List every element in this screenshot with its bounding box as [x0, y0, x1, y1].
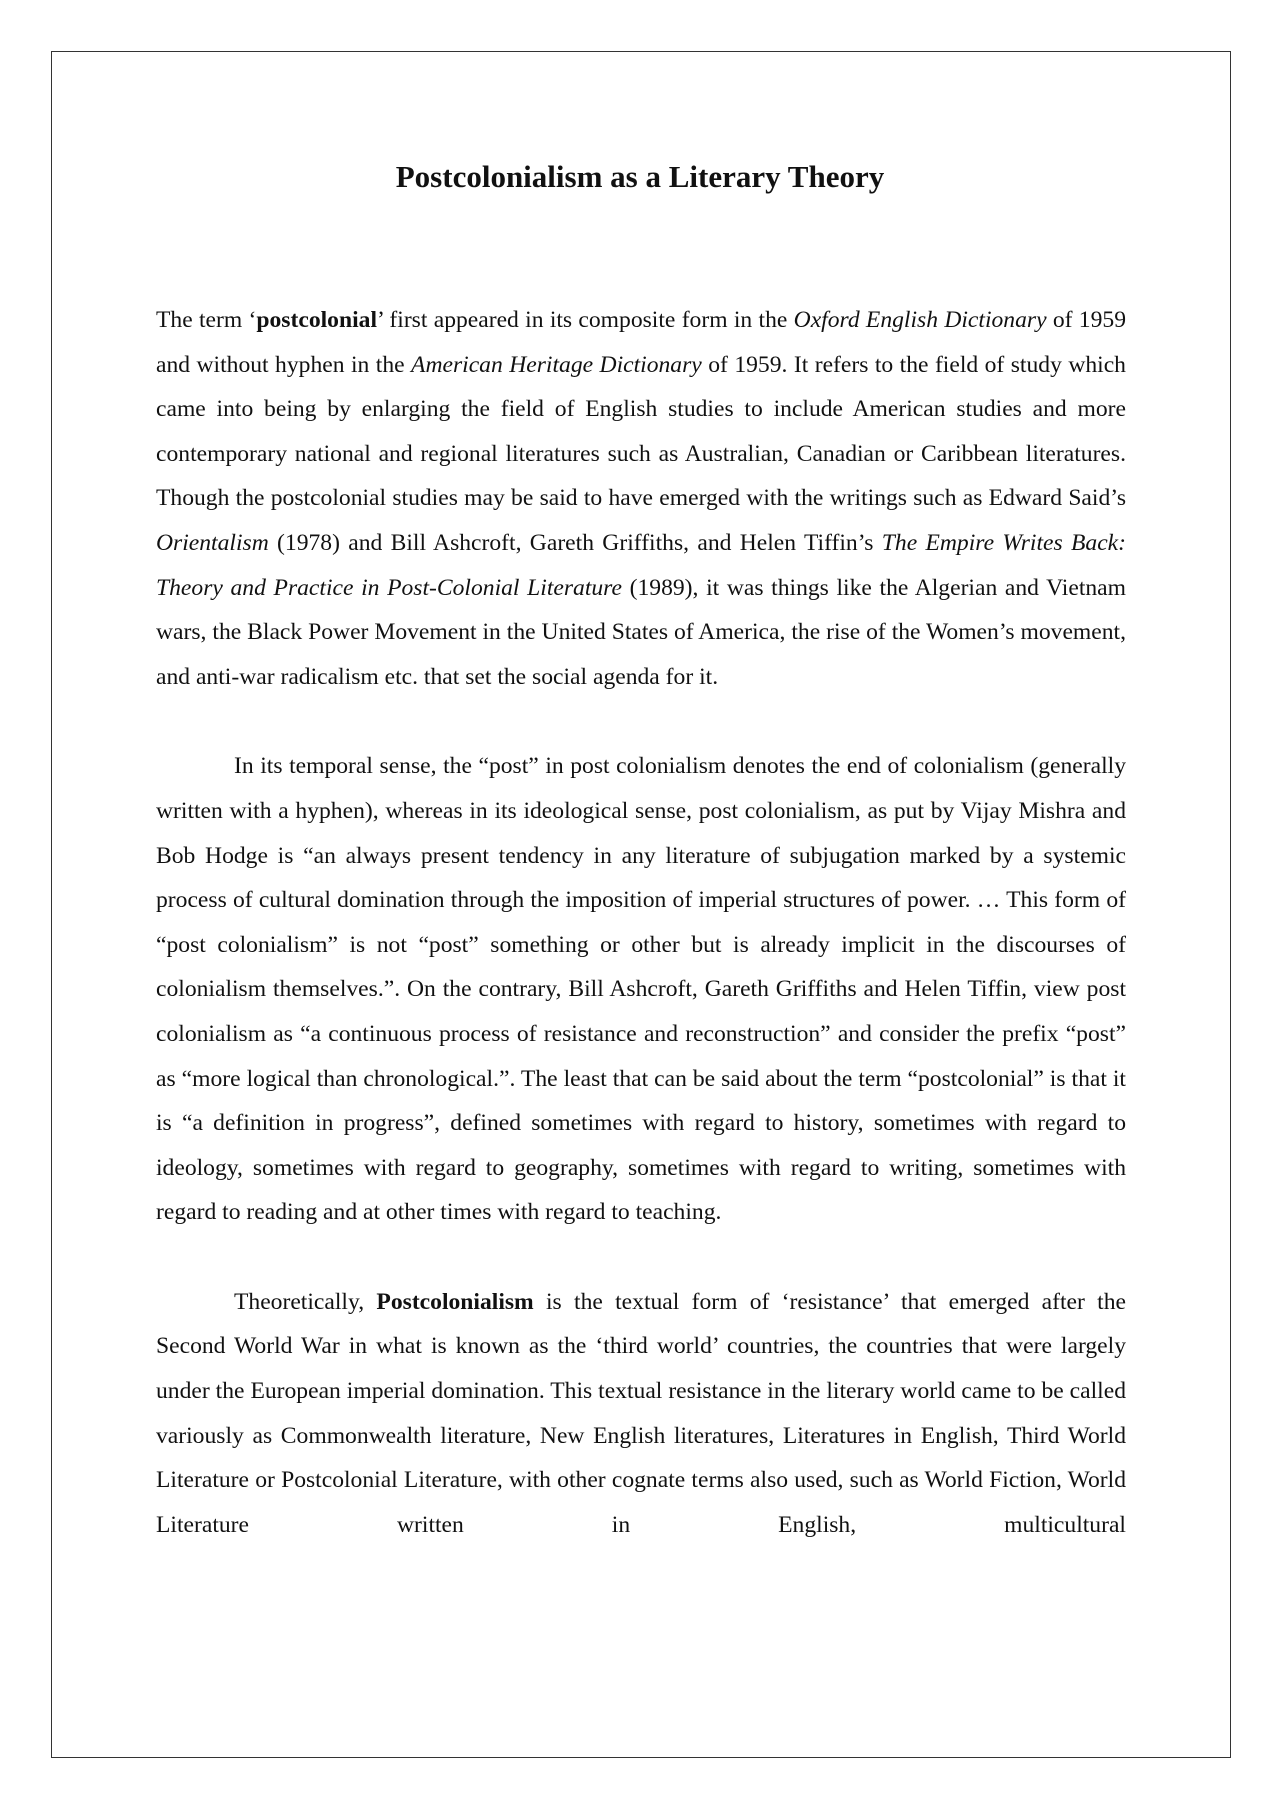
text-run: (1989), it was things like the Algerian and Vietnam wars, the Black Power Movement in the United States of America, the rise of the Women’s movement, and anti-war radicalism etc. that set the social agenda for it.	[156, 574, 1127, 690]
text-run: The term ‘	[156, 307, 257, 333]
bold-term: postcolonial	[256, 307, 377, 333]
paragraph-2	[156, 744, 1126, 1235]
italic-title: Orientalism	[156, 529, 269, 556]
paragraph-1	[156, 298, 1126, 699]
document-title: Postcolonialism as a Literary Theory	[395, 159, 885, 194]
document-body	[156, 298, 1126, 1592]
bold-term: Postcolonialism	[376, 1288, 534, 1315]
text-run: (1978) and Bill Ashcroft, Gareth Griffiths, and Helen Tiffin’s	[268, 529, 882, 556]
text-run: is the textual form of ‘resistance’ that emerged after the Second World War in what is known as the ‘third world’ countries, the countries that were largely under the European imperial domination. This textual resistance in the literary world came to be called variously as Commonwealth literature, New English literatures, Literatures in English, Third World Literature or Postcolonial Literature, with other cognate terms also used, such as World Fiction, World Literature written in English, multicultural	[156, 1288, 1126, 1538]
paragraph-3	[156, 1280, 1126, 1548]
italic-title: American Heritage Dictionary	[411, 351, 702, 378]
italic-title: The Empire Writes Back: Theory and Practice in Post-Colonial Literature	[156, 529, 1126, 601]
italic-title: Oxford English Dictionary	[793, 307, 1047, 333]
text-run: of 1959 and without hyphen in the	[156, 307, 1126, 378]
text-run: In its temporal sense, the “post” in post colonialism denotes the end of colonialism (generally written with a hyphen), whereas in its ideological sense, post colonialism, as put by Vijay Mishra and Bob Hodge is “an always present tendency in any literature of subjugation marked by a systemic process of cultural domination through the imposition of imperial structures of power. … This form of “post colonialism” is not “post” something or other but is already implicit in the discourses of colonialism themselves.”. On the contrary, Bill Ashcroft, Gareth Griffiths and Helen Tiffin, view post colonialism as “a continuous process of resistance and reconstruction” and consider the prefix “post” as “more logical than chronological.”. The least that can be said about the term “postcolonial” is that it is “a definition in progress”, defined sometimes with regard to history, sometimes with regard to ideology, sometimes with regard to geography, sometimes with regard to writing, sometimes with regard to reading and at other times with regard to teaching.	[156, 753, 1126, 1226]
text-run: ’ first appeared in its composite form in the	[377, 307, 794, 333]
text-run: Theoretically,	[234, 1288, 377, 1315]
text-run: of 1959. It refers to the field of study which came into being by enlarging the field of English studies to include American studies and more contemporary national and regional literatures such as Australian, Canadian or Caribbean literatures. Though the postcolonial studies may be said to have emerged with the writings such as Edward Said’s	[156, 351, 1126, 512]
